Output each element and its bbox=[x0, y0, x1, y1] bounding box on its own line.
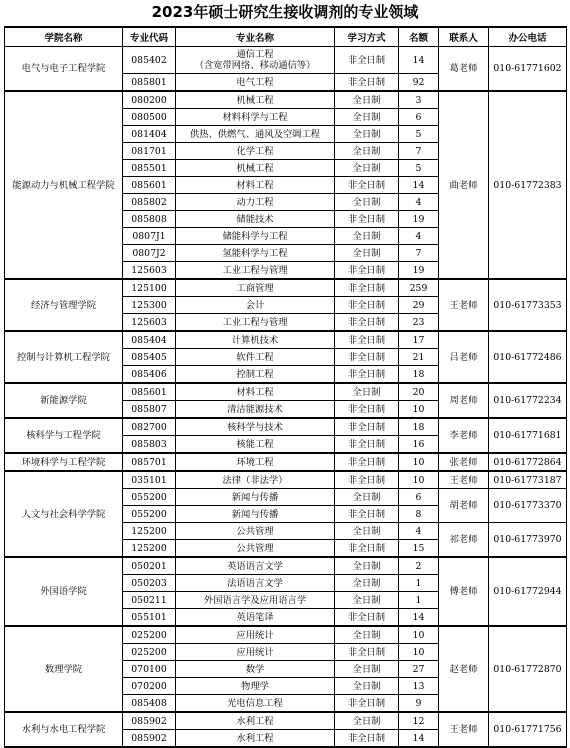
table-body bbox=[5, 47, 567, 748]
program-major-cell bbox=[176, 626, 335, 644]
contact-phone-cell: 010-61772486 bbox=[489, 331, 567, 383]
program-quota-cell: 29 bbox=[399, 297, 439, 314]
program-quota-cell: 17 bbox=[399, 331, 439, 349]
contact-name-cell: 王老师 bbox=[439, 712, 489, 747]
program-quota-cell: 4 bbox=[399, 228, 439, 245]
program-mode-cell: 非全日制 bbox=[335, 211, 399, 228]
program-major-cell bbox=[176, 418, 335, 436]
program-quota-cell: 13 bbox=[399, 678, 439, 695]
program-major-cell bbox=[176, 297, 335, 314]
program-major-name: 外国语言学及应用语言学 bbox=[203, 594, 307, 606]
program-mode-cell: 非全日制 bbox=[335, 609, 399, 627]
contact-name-cell: 张老师 bbox=[439, 453, 489, 471]
header-contact: 联系人 bbox=[439, 27, 489, 47]
program-mode-cell: 非全日制 bbox=[335, 74, 399, 92]
program-major-name: 软件工程 bbox=[236, 351, 274, 363]
program-major-cell bbox=[176, 331, 335, 349]
program-mode-cell: 非全日制 bbox=[335, 297, 399, 314]
program-major-name: 法语语言文学 bbox=[227, 577, 283, 589]
page-title: 2023年硕士研究生接收调剂的专业领域 bbox=[151, 3, 419, 21]
header-major: 专业名称 bbox=[176, 27, 335, 47]
program-mode-cell: 非全日制 bbox=[335, 349, 399, 366]
program-quota-cell: 1 bbox=[399, 575, 439, 592]
program-major-cell bbox=[176, 471, 335, 489]
program-major-name: 水利工程 bbox=[236, 732, 274, 744]
program-major-name: 环境工程 bbox=[236, 456, 274, 468]
program-major-cell bbox=[176, 47, 335, 74]
program-mode-cell: 全日制 bbox=[335, 383, 399, 401]
contact-name-cell: 胡老师 bbox=[439, 489, 489, 523]
program-major-cell bbox=[176, 730, 335, 748]
program-code-cell: 085408 bbox=[123, 695, 176, 713]
program-code-cell: 050203 bbox=[123, 575, 176, 592]
program-code-cell: 085902 bbox=[123, 712, 176, 730]
program-major-cell bbox=[176, 177, 335, 194]
contact-phone-cell: 010-61771756 bbox=[489, 712, 567, 747]
program-mode-cell: 全日制 bbox=[335, 489, 399, 506]
program-major-cell bbox=[176, 349, 335, 366]
program-major-name: 公共管理 bbox=[236, 525, 274, 537]
program-major-name: 核科学与技术 bbox=[227, 421, 283, 433]
college-name-cell: 新能源学院 bbox=[5, 383, 123, 418]
header-college: 学院名称 bbox=[5, 27, 123, 47]
program-major-cell bbox=[176, 661, 335, 678]
program-code-cell: 125200 bbox=[123, 523, 176, 540]
college-name-cell: 电气与电子工程学院 bbox=[5, 47, 123, 92]
header-row bbox=[5, 27, 567, 47]
table-row bbox=[5, 331, 567, 349]
table-row bbox=[5, 471, 567, 489]
program-quota-cell: 14 bbox=[399, 609, 439, 627]
college-name-cell: 控制与计算机工程学院 bbox=[5, 331, 123, 383]
program-code-cell: 085802 bbox=[123, 194, 176, 211]
program-code-cell: 125200 bbox=[123, 540, 176, 558]
program-code-cell: 081404 bbox=[123, 126, 176, 143]
table-row bbox=[5, 383, 567, 401]
program-code-cell: 025200 bbox=[123, 626, 176, 644]
program-major-name: 材料工程 bbox=[236, 179, 274, 191]
program-major-name: 物理学 bbox=[241, 680, 269, 692]
program-quota-cell: 92 bbox=[399, 74, 439, 92]
contact-phone-cell: 010-61772870 bbox=[489, 626, 567, 712]
contact-phone-cell: 010-61772944 bbox=[489, 557, 567, 626]
program-mode-cell: 全日制 bbox=[335, 626, 399, 644]
program-mode-cell: 全日制 bbox=[335, 661, 399, 678]
program-code-cell: 085601 bbox=[123, 383, 176, 401]
program-mode-cell: 全日制 bbox=[335, 575, 399, 592]
program-code-cell: 050211 bbox=[123, 592, 176, 609]
contact-phone-cell: 010-61773370 bbox=[489, 489, 567, 523]
program-major-name: 电气工程 bbox=[236, 76, 274, 88]
contact-name-cell: 傅老师 bbox=[439, 557, 489, 626]
table-row bbox=[5, 47, 567, 74]
program-quota-cell: 8 bbox=[399, 506, 439, 523]
program-major-cell bbox=[176, 314, 335, 332]
program-major-note: （含宽带网络、移动通信等） bbox=[194, 60, 316, 71]
program-mode-cell: 非全日制 bbox=[335, 262, 399, 280]
college-name-cell: 能源动力与机械工程学院 bbox=[5, 91, 123, 279]
program-major-name: 储能技术 bbox=[236, 213, 274, 225]
program-code-cell: 055101 bbox=[123, 609, 176, 627]
program-quota-cell: 7 bbox=[399, 143, 439, 160]
program-mode-cell: 全日制 bbox=[335, 245, 399, 262]
program-quota-cell: 19 bbox=[399, 211, 439, 228]
program-code-cell: 125603 bbox=[123, 314, 176, 332]
program-quota-cell: 9 bbox=[399, 695, 439, 713]
program-code-cell: 085803 bbox=[123, 436, 176, 454]
program-code-cell: 055200 bbox=[123, 506, 176, 523]
program-mode-cell: 全日制 bbox=[335, 592, 399, 609]
program-code-cell: 125100 bbox=[123, 279, 176, 297]
table-row bbox=[5, 418, 567, 436]
college-name-cell: 环境科学与工程学院 bbox=[5, 453, 123, 471]
contact-phone-cell: 010-61772234 bbox=[489, 383, 567, 418]
program-major-name: 工业工程与管理 bbox=[222, 316, 288, 328]
program-quota-cell: 10 bbox=[399, 644, 439, 661]
program-code-cell: 0807J2 bbox=[123, 245, 176, 262]
program-major-cell bbox=[176, 644, 335, 661]
program-mode-cell: 全日制 bbox=[335, 126, 399, 143]
contact-phone-cell: 010-61773353 bbox=[489, 279, 567, 331]
program-major-name: 核能工程 bbox=[236, 438, 274, 450]
table-row bbox=[5, 557, 567, 575]
program-major-name: 化学工程 bbox=[236, 145, 274, 157]
contact-name-cell: 吕老师 bbox=[439, 331, 489, 383]
header-phone: 办公电话 bbox=[489, 27, 567, 47]
program-major-name: 通信工程 bbox=[236, 49, 274, 60]
program-mode-cell: 非全日制 bbox=[335, 418, 399, 436]
program-quota-cell: 5 bbox=[399, 160, 439, 177]
program-major-cell bbox=[176, 74, 335, 92]
program-code-cell: 085405 bbox=[123, 349, 176, 366]
program-mode-cell: 全日制 bbox=[335, 91, 399, 109]
program-major-cell bbox=[176, 366, 335, 384]
program-mode-cell: 全日制 bbox=[335, 228, 399, 245]
program-major-cell bbox=[176, 143, 335, 160]
program-major-cell bbox=[176, 506, 335, 523]
program-major-cell bbox=[176, 194, 335, 211]
program-mode-cell: 非全日制 bbox=[335, 331, 399, 349]
program-major-cell bbox=[176, 592, 335, 609]
program-code-cell: 085402 bbox=[123, 47, 176, 74]
program-major-name: 法律（非法学） bbox=[222, 474, 288, 486]
program-mode-cell: 非全日制 bbox=[335, 506, 399, 523]
program-code-cell: 085902 bbox=[123, 730, 176, 748]
contact-phone-cell: 010-61773187 bbox=[489, 471, 567, 489]
program-major-name: 英语笔译 bbox=[236, 611, 274, 623]
college-name-cell: 人文与社会科学学院 bbox=[5, 471, 123, 557]
program-code-cell: 070200 bbox=[123, 678, 176, 695]
program-major-cell bbox=[176, 436, 335, 454]
program-mode-cell: 非全日制 bbox=[335, 644, 399, 661]
program-major-cell bbox=[176, 575, 335, 592]
contact-name-cell: 葛老师 bbox=[439, 47, 489, 92]
program-code-cell: 125300 bbox=[123, 297, 176, 314]
program-major-name: 材料工程 bbox=[236, 386, 274, 398]
program-major-name: 公共管理 bbox=[236, 542, 274, 554]
table-row bbox=[5, 712, 567, 730]
program-mode-cell: 非全日制 bbox=[335, 279, 399, 297]
program-table bbox=[4, 26, 567, 748]
program-major-name: 动力工程 bbox=[236, 196, 274, 208]
college-name-cell: 数理学院 bbox=[5, 626, 123, 712]
program-major-name: 工商管理 bbox=[236, 282, 274, 294]
program-quota-cell: 10 bbox=[399, 471, 439, 489]
program-code-cell: 085808 bbox=[123, 211, 176, 228]
program-quota-cell: 5 bbox=[399, 126, 439, 143]
program-major-cell bbox=[176, 262, 335, 280]
program-mode-cell: 全日制 bbox=[335, 712, 399, 730]
program-mode-cell: 非全日制 bbox=[335, 540, 399, 558]
program-code-cell: 082700 bbox=[123, 418, 176, 436]
program-major-cell bbox=[176, 453, 335, 471]
program-code-cell: 080500 bbox=[123, 109, 176, 126]
program-code-cell: 025200 bbox=[123, 644, 176, 661]
program-quota-cell: 14 bbox=[399, 730, 439, 748]
program-quota-cell: 3 bbox=[399, 91, 439, 109]
program-mode-cell: 非全日制 bbox=[335, 314, 399, 332]
program-major-cell bbox=[176, 540, 335, 558]
program-major-name: 应用统计 bbox=[236, 646, 274, 658]
program-mode-cell: 非全日制 bbox=[335, 471, 399, 489]
program-code-cell: 085601 bbox=[123, 177, 176, 194]
program-mode-cell: 全日制 bbox=[335, 194, 399, 211]
contact-name-cell: 曲老师 bbox=[439, 91, 489, 279]
program-mode-cell: 非全日制 bbox=[335, 695, 399, 713]
program-major-name: 英语语言文学 bbox=[227, 560, 283, 572]
program-mode-cell: 全日制 bbox=[335, 678, 399, 695]
program-code-cell: 125603 bbox=[123, 262, 176, 280]
program-quota-cell: 7 bbox=[399, 245, 439, 262]
program-major-cell bbox=[176, 523, 335, 540]
contact-name-cell: 王老师 bbox=[439, 471, 489, 489]
program-code-cell: 081701 bbox=[123, 143, 176, 160]
program-quota-cell: 20 bbox=[399, 383, 439, 401]
program-quota-cell: 259 bbox=[399, 279, 439, 297]
program-code-cell: 0807J1 bbox=[123, 228, 176, 245]
contact-phone-cell: 010-61771681 bbox=[489, 418, 567, 453]
contact-name-cell: 祁老师 bbox=[439, 523, 489, 558]
program-mode-cell: 非全日制 bbox=[335, 436, 399, 454]
program-major-cell bbox=[176, 245, 335, 262]
program-code-cell: 085501 bbox=[123, 160, 176, 177]
program-major-cell bbox=[176, 109, 335, 126]
program-quota-cell: 15 bbox=[399, 540, 439, 558]
program-quota-cell: 1 bbox=[399, 592, 439, 609]
program-major-name: 氢能科学与工程 bbox=[222, 247, 288, 259]
program-code-cell: 085404 bbox=[123, 331, 176, 349]
program-quota-cell: 10 bbox=[399, 626, 439, 644]
program-mode-cell: 全日制 bbox=[335, 143, 399, 160]
program-quota-cell: 10 bbox=[399, 453, 439, 471]
college-name-cell: 核科学与工程学院 bbox=[5, 418, 123, 453]
contact-name-cell: 周老师 bbox=[439, 383, 489, 418]
program-code-cell: 085406 bbox=[123, 366, 176, 384]
program-major-cell bbox=[176, 557, 335, 575]
program-major-cell bbox=[176, 211, 335, 228]
program-major-cell bbox=[176, 609, 335, 627]
program-major-cell bbox=[176, 489, 335, 506]
program-major-name: 光电信息工程 bbox=[227, 697, 283, 709]
program-major-cell bbox=[176, 383, 335, 401]
program-major-cell bbox=[176, 160, 335, 177]
college-name-cell: 经济与管理学院 bbox=[5, 279, 123, 331]
program-quota-cell: 4 bbox=[399, 523, 439, 540]
program-mode-cell: 非全日制 bbox=[335, 366, 399, 384]
program-mode-cell: 全日制 bbox=[335, 557, 399, 575]
program-quota-cell: 18 bbox=[399, 418, 439, 436]
program-mode-cell: 全日制 bbox=[335, 523, 399, 540]
program-major-cell bbox=[176, 228, 335, 245]
program-major-name: 新闻与传播 bbox=[231, 491, 279, 503]
program-code-cell: 055200 bbox=[123, 489, 176, 506]
program-quota-cell: 6 bbox=[399, 489, 439, 506]
program-quota-cell: 19 bbox=[399, 262, 439, 280]
table-row bbox=[5, 453, 567, 471]
program-quota-cell: 14 bbox=[399, 47, 439, 74]
program-major-name: 机械工程 bbox=[236, 162, 274, 174]
program-major-name: 材料科学与工程 bbox=[222, 111, 288, 123]
program-code-cell: 085801 bbox=[123, 74, 176, 92]
program-major-cell bbox=[176, 401, 335, 419]
program-quota-cell: 21 bbox=[399, 349, 439, 366]
program-major-cell bbox=[176, 678, 335, 695]
college-name-cell: 外国语学院 bbox=[5, 557, 123, 626]
program-major-name: 计算机技术 bbox=[231, 334, 279, 346]
contact-phone-cell: 010-61771602 bbox=[489, 47, 567, 92]
program-code-cell: 050201 bbox=[123, 557, 176, 575]
college-name-cell: 水利与水电工程学院 bbox=[5, 712, 123, 747]
program-major-name: 应用统计 bbox=[236, 629, 274, 641]
program-major-name: 工业工程与管理 bbox=[222, 264, 288, 276]
header-quota: 名额 bbox=[399, 27, 439, 47]
program-mode-cell: 非全日制 bbox=[335, 401, 399, 419]
program-mode-cell: 非全日制 bbox=[335, 47, 399, 74]
program-major-cell bbox=[176, 695, 335, 713]
contact-phone-cell: 010-61773970 bbox=[489, 523, 567, 558]
program-major-name: 水利工程 bbox=[236, 715, 274, 727]
program-major-name: 储能科学与工程 bbox=[222, 230, 288, 242]
program-mode-cell: 非全日制 bbox=[335, 730, 399, 748]
program-code-cell: 070100 bbox=[123, 661, 176, 678]
program-quota-cell: 23 bbox=[399, 314, 439, 332]
program-mode-cell: 全日制 bbox=[335, 160, 399, 177]
program-major-cell bbox=[176, 91, 335, 109]
program-quota-cell: 16 bbox=[399, 436, 439, 454]
program-code-cell: 085701 bbox=[123, 453, 176, 471]
program-major-name: 新闻与传播 bbox=[231, 508, 279, 520]
program-code-cell: 080200 bbox=[123, 91, 176, 109]
program-major-name: 机械工程 bbox=[236, 94, 274, 106]
program-quota-cell: 27 bbox=[399, 661, 439, 678]
program-quota-cell: 4 bbox=[399, 194, 439, 211]
program-quota-cell: 14 bbox=[399, 177, 439, 194]
program-quota-cell: 2 bbox=[399, 557, 439, 575]
header-mode: 学习方式 bbox=[335, 27, 399, 47]
program-major-name: 清洁能源技术 bbox=[227, 403, 283, 415]
program-major-name: 数学 bbox=[245, 663, 265, 675]
contact-phone-cell: 010-61772864 bbox=[489, 453, 567, 471]
program-major-name: 会计 bbox=[245, 299, 265, 311]
table-row bbox=[5, 91, 567, 109]
program-mode-cell: 非全日制 bbox=[335, 177, 399, 194]
program-mode-cell: 非全日制 bbox=[335, 453, 399, 471]
program-major-cell bbox=[176, 126, 335, 143]
program-quota-cell: 18 bbox=[399, 366, 439, 384]
program-major-name: 控制工程 bbox=[236, 368, 274, 380]
contact-name-cell: 赵老师 bbox=[439, 626, 489, 712]
contact-name-cell: 王老师 bbox=[439, 279, 489, 331]
program-mode-cell: 全日制 bbox=[335, 109, 399, 126]
program-major-cell bbox=[176, 712, 335, 730]
header-code: 专业代码 bbox=[123, 27, 176, 47]
program-major-name: 供热、供燃气、通风及空调工程 bbox=[189, 128, 321, 140]
program-code-cell: 085807 bbox=[123, 401, 176, 419]
table-row bbox=[5, 626, 567, 644]
contact-phone-cell: 010-61772383 bbox=[489, 91, 567, 279]
contact-name-cell: 李老师 bbox=[439, 418, 489, 453]
program-quota-cell: 10 bbox=[399, 401, 439, 419]
program-quota-cell: 12 bbox=[399, 712, 439, 730]
program-code-cell: 035101 bbox=[123, 471, 176, 489]
table-row bbox=[5, 279, 567, 297]
program-major-cell bbox=[176, 279, 335, 297]
program-quota-cell: 6 bbox=[399, 109, 439, 126]
